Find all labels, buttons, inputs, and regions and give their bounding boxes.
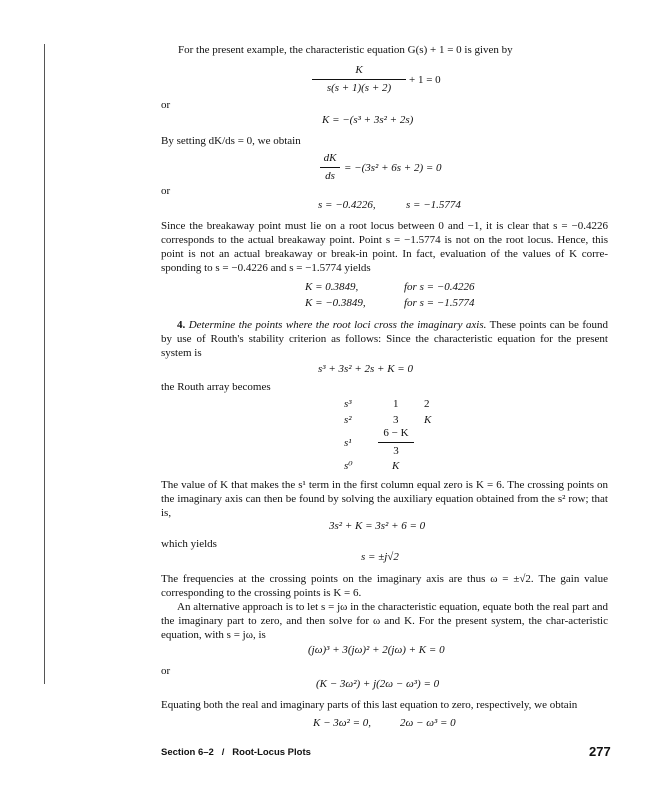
equation-3-denominator: ds xyxy=(325,170,335,182)
page-number: 277 xyxy=(589,744,611,759)
equation-5-row-2-left: K = −0.3849, xyxy=(305,297,366,309)
routh-cell: K xyxy=(392,460,400,472)
routh-fraction xyxy=(378,427,414,458)
equation-3-numerator: dK xyxy=(323,152,337,164)
or-text-1: or xyxy=(161,99,171,111)
item-4-number: 4. xyxy=(177,319,186,331)
routh-fraction-numerator: 6 − K xyxy=(383,427,409,439)
equation-4a: s = −0.4226, xyxy=(318,199,376,211)
routh-cell: K xyxy=(424,414,432,426)
routh-cell: 3 xyxy=(393,414,399,426)
equation-7: 3s² + K = 3s² + 6 = 0 xyxy=(329,520,426,532)
paragraph-breakaway: Since the breakaway point must lie on a root locus between 0 and −1, it is clear that s = −0.4226 corresponds to the actual breakaway point. Point s = −1.5774 is not on the root locus. Hence, this point is not an actual breakaway or break-in point. In fact, evaluation of the values of K corre-sponding to s = −0.4226 and s = −1.5774 yields xyxy=(161,220,608,274)
routh-cell: 2 xyxy=(424,398,430,410)
paragraph-frequencies: The frequencies at the crossing points on the imaginary axis are thus ω = ±√2. The gain value corresponding to the crossing points is K = 6. xyxy=(161,573,608,599)
equation-5-row-2-right: for s = −1.5774 xyxy=(404,297,475,309)
equation-1-numerator: K xyxy=(355,64,363,76)
intro-text: For the present example, the characteristic equation G(s) + 1 = 0 is given by xyxy=(178,44,513,56)
equation-3-rhs: = −(3s² + 6s + 2) = 0 xyxy=(344,162,442,174)
equation-3-fraction xyxy=(320,152,340,183)
fraction-bar xyxy=(320,167,340,168)
equation-1-rhs: + 1 = 0 xyxy=(409,74,441,86)
routh-row-label: s⁰ xyxy=(344,460,353,472)
item-4-body: These points can be found by use of Routh's stability criterion as follows: Since the characteristic equation for the present system is xyxy=(161,319,608,359)
equation-8: s = ±j√2 xyxy=(361,551,399,563)
which-yields-text: which yields xyxy=(161,538,217,550)
equation-11b: 2ω − ω³ = 0 xyxy=(400,717,456,729)
routh-intro-text: the Routh array becomes xyxy=(161,381,271,393)
equation-5-row-1-right: for s = −0.4226 xyxy=(404,281,475,293)
or-text-2: or xyxy=(161,185,171,197)
routh-fraction-denominator: 3 xyxy=(393,445,399,457)
equation-11a: K − 3ω² = 0, xyxy=(313,717,371,729)
equation-10: (K − 3ω²) + j(2ω − ω³) = 0 xyxy=(316,678,440,690)
equation-2: K = −(s³ + 3s² + 2s) xyxy=(322,114,414,126)
item-4-title: Determine the points where the root loci cross the imaginary axis. xyxy=(188,319,487,331)
equation-9: (jω)³ + 3(jω)² + 2(jω) + K = 0 xyxy=(308,644,445,656)
routh-row-label: s² xyxy=(344,414,352,426)
equation-1-fraction xyxy=(312,64,406,95)
margin-rule xyxy=(44,44,45,684)
routh-row-label: s³ xyxy=(344,398,352,410)
fraction-bar xyxy=(378,442,414,443)
equation-1-denominator: s(s + 1)(s + 2) xyxy=(326,82,392,94)
equation-6: s³ + 3s² + 2s + K = 0 xyxy=(318,363,413,375)
setting-text: By setting dK/ds = 0, we obtain xyxy=(161,135,301,147)
paragraph-routh: The value of K that makes the s¹ term in the first column equal zero is K = 6. The crossing points on the imaginary axis can then be found by solving the auxiliary equation obtained from the s² row; that is, xyxy=(161,479,608,519)
routh-cell: 1 xyxy=(393,398,399,410)
equation-4b: s = −1.5774 xyxy=(406,199,461,211)
fraction-bar xyxy=(312,79,406,80)
item-4-paragraph xyxy=(161,318,608,360)
paragraph-alternative: An alternative approach is to let s = jω in the characteristic equation, equate both the real part and the imaginary part to zero, and then solve for ω and K. For the present system, the char-acteristic equation, with s = jω, is xyxy=(161,601,608,641)
routh-row-label: s¹ xyxy=(344,437,352,449)
footer-section-label: Section 6–2 / Root-Locus Plots xyxy=(161,747,311,758)
equation-5-row-1-left: K = 0.3849, xyxy=(305,281,359,293)
or-text-3: or xyxy=(161,665,171,677)
paragraph-equating: Equating both the real and imaginary parts of this last equation to zero, respectively, we obtain xyxy=(161,699,578,711)
